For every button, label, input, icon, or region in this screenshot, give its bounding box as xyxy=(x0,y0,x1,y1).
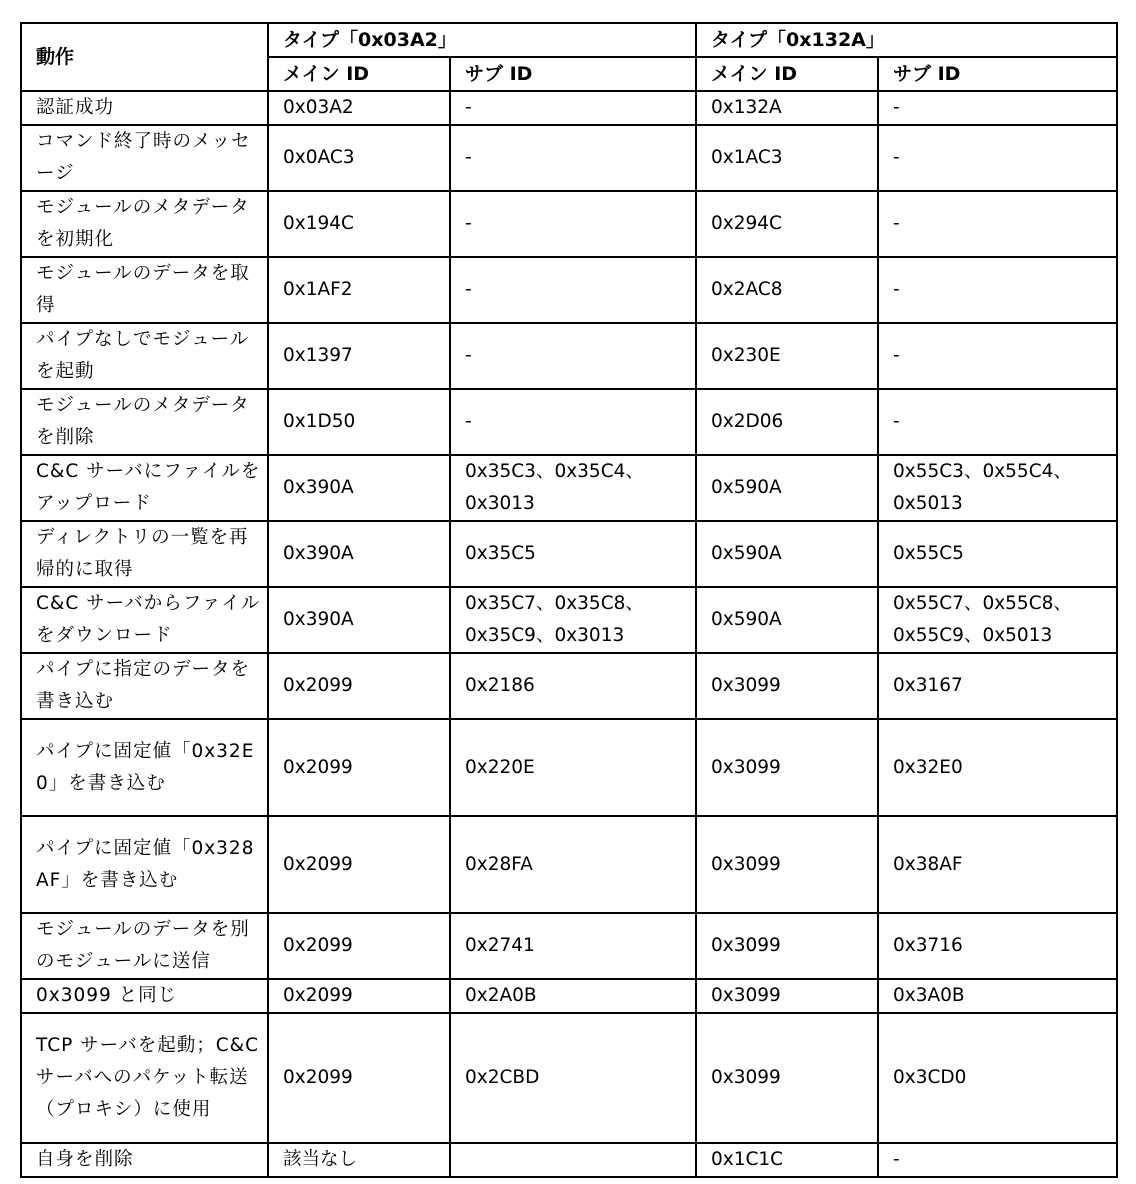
cell-b-sub-id: 0x3CD0 xyxy=(878,1013,1117,1143)
table-row xyxy=(21,816,1117,913)
cell-b-sub-id: - xyxy=(878,125,1117,191)
cell-action: C&C サーバからファイルをダウンロード xyxy=(21,587,268,653)
table-row xyxy=(21,587,1117,653)
cell-a-main-id: 0x0AC3 xyxy=(268,125,450,191)
cell-a-sub-id: 0x2CBD xyxy=(450,1013,696,1143)
header-a-main-id: メイン ID xyxy=(268,57,450,91)
cell-action: パイプに固定値「0x32E0」を書き込む xyxy=(21,719,268,816)
table-body xyxy=(21,91,1117,1177)
table-row xyxy=(21,1143,1117,1177)
cell-action: ディレクトリの一覧を再帰的に取得 xyxy=(21,521,268,587)
cell-b-sub-id: 0x38AF xyxy=(878,816,1117,913)
cell-action: モジュールのデータを取得 xyxy=(21,257,268,323)
cell-b-sub-id: - xyxy=(878,91,1117,125)
cell-b-sub-id: 0x32E0 xyxy=(878,719,1117,816)
cell-a-main-id: 該当なし xyxy=(268,1143,450,1177)
cell-b-sub-id: - xyxy=(878,323,1117,389)
cell-b-main-id: 0x1C1C xyxy=(696,1143,878,1177)
cell-a-main-id: 0x2099 xyxy=(268,913,450,979)
cell-a-sub-id: 0x35C3、0x35C4、0x3013 xyxy=(450,455,696,521)
cell-action: パイプに指定のデータを書き込む xyxy=(21,653,268,719)
cell-a-sub-id: - xyxy=(450,257,696,323)
header-b-main-id: メイン ID xyxy=(696,57,878,91)
cell-b-main-id: 0x590A xyxy=(696,455,878,521)
cell-action: パイプなしでモジュールを起動 xyxy=(21,323,268,389)
cell-a-sub-id: 0x28FA xyxy=(450,816,696,913)
cell-b-sub-id: 0x55C5 xyxy=(878,521,1117,587)
cell-a-main-id: 0x1397 xyxy=(268,323,450,389)
cell-a-main-id: 0x2099 xyxy=(268,816,450,913)
cell-action: 0x3099 と同じ xyxy=(21,979,268,1013)
cell-b-sub-id: 0x55C7、0x55C8、0x55C9、0x5013 xyxy=(878,587,1117,653)
cell-b-main-id: 0x1AC3 xyxy=(696,125,878,191)
cell-a-main-id: 0x2099 xyxy=(268,719,450,816)
cell-a-sub-id: - xyxy=(450,191,696,257)
cell-a-main-id: 0x2099 xyxy=(268,1013,450,1143)
cell-a-main-id: 0x03A2 xyxy=(268,91,450,125)
cell-a-sub-id: 0x35C7、0x35C8、0x35C9、0x3013 xyxy=(450,587,696,653)
table-row xyxy=(21,913,1117,979)
table-row xyxy=(21,389,1117,455)
cell-a-main-id: 0x194C xyxy=(268,191,450,257)
cell-b-sub-id: 0x3716 xyxy=(878,913,1117,979)
cell-action: 認証成功 xyxy=(21,91,268,125)
table-row xyxy=(21,257,1117,323)
table-row xyxy=(21,323,1117,389)
cell-a-main-id: 0x1AF2 xyxy=(268,257,450,323)
cell-b-sub-id: 0x3A0B xyxy=(878,979,1117,1013)
table-row xyxy=(21,521,1117,587)
cell-b-main-id: 0x3099 xyxy=(696,1013,878,1143)
table-row xyxy=(21,653,1117,719)
cell-action: モジュールのデータを別のモジュールに送信 xyxy=(21,913,268,979)
cell-b-main-id: 0x294C xyxy=(696,191,878,257)
cell-action: C&C サーバにファイルをアップロード xyxy=(21,455,268,521)
cell-a-sub-id: - xyxy=(450,323,696,389)
cell-b-main-id: 0x3099 xyxy=(696,719,878,816)
cell-b-sub-id: 0x3167 xyxy=(878,653,1117,719)
header-type-b: タイプ「0x132A」 xyxy=(696,23,1117,57)
cell-a-main-id: 0x390A xyxy=(268,455,450,521)
cell-a-sub-id: 0x2A0B xyxy=(450,979,696,1013)
header-b-sub-id: サブ ID xyxy=(878,57,1117,91)
cell-a-main-id: 0x2099 xyxy=(268,979,450,1013)
cell-b-main-id: 0x2AC8 xyxy=(696,257,878,323)
table-header xyxy=(21,23,1117,91)
cell-a-sub-id: - xyxy=(450,91,696,125)
cell-b-sub-id: - xyxy=(878,191,1117,257)
cell-action: コマンド終了時のメッセージ xyxy=(21,125,268,191)
table-row xyxy=(21,979,1117,1013)
cell-action: TCP サーバを起動；C&C サーバへのパケット転送（プロキシ）に使用 xyxy=(21,1013,268,1143)
cell-a-main-id: 0x2099 xyxy=(268,653,450,719)
header-a-sub-id: サブ ID xyxy=(450,57,696,91)
header-type-a: タイプ「0x03A2」 xyxy=(268,23,696,57)
cell-b-sub-id: - xyxy=(878,257,1117,323)
cell-b-main-id: 0x590A xyxy=(696,587,878,653)
cell-b-main-id: 0x132A xyxy=(696,91,878,125)
cell-a-sub-id: 0x2186 xyxy=(450,653,696,719)
cell-action: パイプに固定値「0x328AF」を書き込む xyxy=(21,816,268,913)
table-row xyxy=(21,125,1117,191)
cell-a-main-id: 0x1D50 xyxy=(268,389,450,455)
cell-action: 自身を削除 xyxy=(21,1143,268,1177)
cell-b-main-id: 0x3099 xyxy=(696,816,878,913)
cell-a-sub-id: - xyxy=(450,389,696,455)
table-row xyxy=(21,719,1117,816)
cell-b-main-id: 0x3099 xyxy=(696,653,878,719)
cell-a-main-id: 0x390A xyxy=(268,521,450,587)
cell-b-main-id: 0x2D06 xyxy=(696,389,878,455)
id-table xyxy=(20,22,1118,1178)
table-row xyxy=(21,191,1117,257)
cell-b-main-id: 0x230E xyxy=(696,323,878,389)
cell-a-sub-id: 0x35C5 xyxy=(450,521,696,587)
header-action: 動作 xyxy=(21,23,268,91)
cell-a-sub-id xyxy=(450,1143,696,1177)
cell-a-sub-id: - xyxy=(450,125,696,191)
cell-a-sub-id: 0x220E xyxy=(450,719,696,816)
cell-action: モジュールのメタデータを初期化 xyxy=(21,191,268,257)
cell-b-sub-id: - xyxy=(878,389,1117,455)
cell-b-main-id: 0x3099 xyxy=(696,979,878,1013)
table-row xyxy=(21,1013,1117,1143)
cell-a-main-id: 0x390A xyxy=(268,587,450,653)
cell-b-sub-id: - xyxy=(878,1143,1117,1177)
table-row xyxy=(21,91,1117,125)
cell-action: モジュールのメタデータを削除 xyxy=(21,389,268,455)
cell-b-main-id: 0x590A xyxy=(696,521,878,587)
cell-a-sub-id: 0x2741 xyxy=(450,913,696,979)
cell-b-main-id: 0x3099 xyxy=(696,913,878,979)
table-row xyxy=(21,455,1117,521)
cell-b-sub-id: 0x55C3、0x55C4、0x5013 xyxy=(878,455,1117,521)
